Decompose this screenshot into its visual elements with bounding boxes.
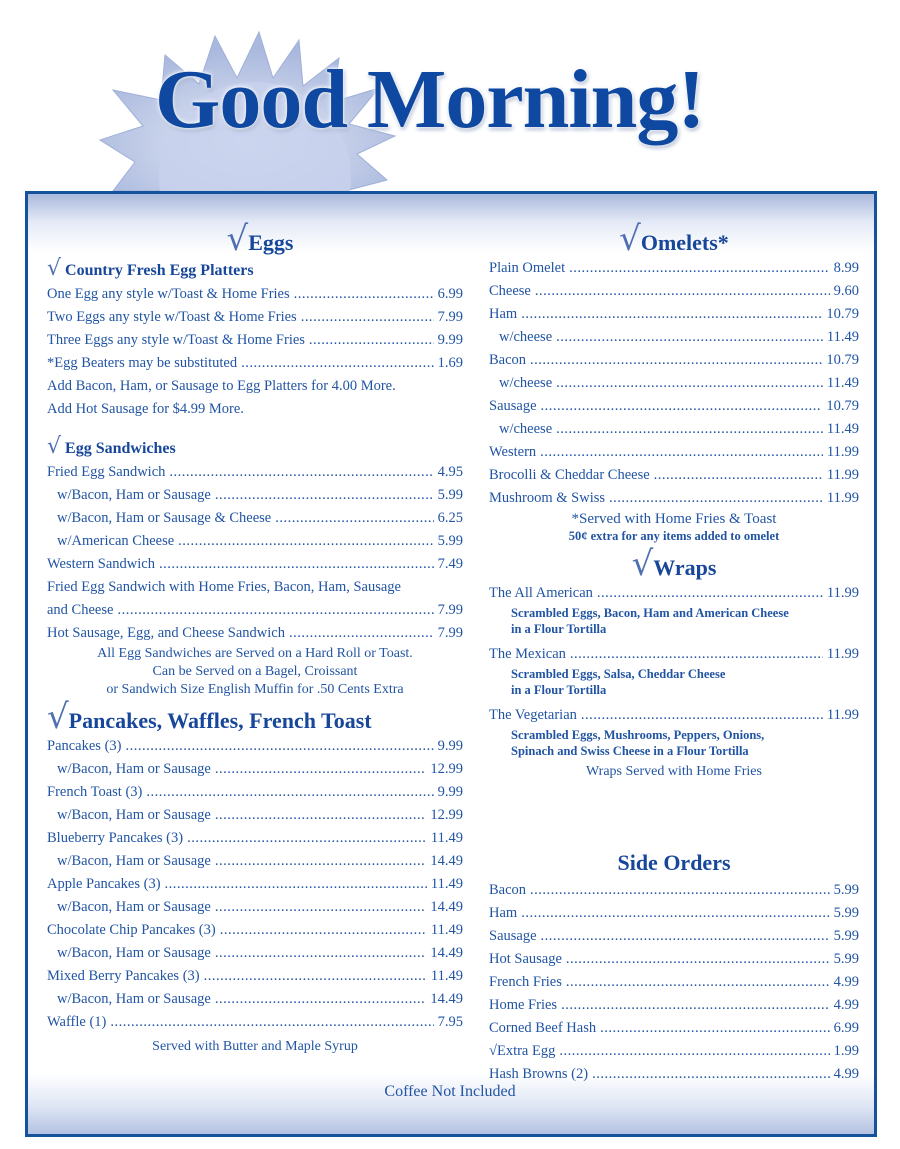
- leader-dots: [215, 484, 434, 507]
- item-price: 11.49: [430, 968, 463, 984]
- item-name: Three Eggs any style w/Toast & Home Fries: [47, 332, 305, 348]
- menu-item: [47, 329, 463, 352]
- item-price: 11.49: [430, 830, 463, 846]
- item-name: and Cheese: [47, 602, 114, 618]
- menu-item: [489, 418, 859, 441]
- leader-dots: [609, 487, 823, 510]
- check-icon: √: [47, 256, 62, 281]
- item-price: 6.99: [437, 286, 463, 302]
- wraps-note: Wraps Served with Home Fries: [586, 764, 762, 779]
- menu-item: [489, 464, 859, 487]
- platter-note: Add Hot Sausage for $4.99 More.: [47, 401, 244, 417]
- item-price: 11.99: [826, 585, 859, 601]
- leader-dots: [215, 942, 427, 965]
- leader-dots: [241, 352, 434, 375]
- item-name: Sausage: [489, 928, 537, 944]
- section-title-omelets: √Omelets*: [619, 219, 729, 259]
- item-name: w/cheese: [499, 329, 553, 345]
- menu-item: [47, 352, 463, 375]
- omelet-note-small: 50¢ extra for any items added to omelet: [568, 529, 780, 543]
- item-name: w/Bacon, Ham or Sausage & Cheese: [57, 510, 272, 526]
- item-name: Mixed Berry Pancakes (3): [47, 968, 200, 984]
- leader-dots: [169, 461, 433, 484]
- menu-item: [47, 484, 463, 507]
- item-name: w/Bacon, Ham or Sausage: [57, 761, 211, 777]
- item-name: √Extra Egg: [489, 1043, 556, 1059]
- leader-dots: [215, 988, 427, 1011]
- leader-dots: [570, 643, 823, 666]
- item-name: Apple Pancakes (3): [47, 876, 161, 892]
- item-name: The Mexican: [489, 646, 566, 662]
- check-icon: √: [619, 219, 641, 259]
- menu-item: [47, 850, 463, 873]
- section-title-pancakes: √Pancakes, Waffles, French Toast: [47, 697, 372, 737]
- menu-item: [489, 948, 859, 971]
- item-name: Bacon: [489, 882, 527, 898]
- leader-dots: [556, 372, 823, 395]
- menu-item: [47, 306, 463, 329]
- menu-item: [489, 925, 859, 948]
- item-name: Blueberry Pancakes (3): [47, 830, 184, 846]
- item-price: 11.99: [826, 444, 859, 460]
- leader-dots: [556, 326, 823, 349]
- item-name: Chocolate Chip Pancakes (3): [47, 922, 216, 938]
- item-name: One Egg any style w/Toast & Home Fries: [47, 286, 290, 302]
- leader-dots: [215, 896, 427, 919]
- leader-dots: [178, 530, 433, 553]
- section-title-wraps: √Wraps: [631, 544, 717, 584]
- menu-item: [489, 372, 859, 395]
- item-price: 5.99: [437, 487, 463, 503]
- leader-dots: [110, 1011, 433, 1034]
- item-price: 11.49: [826, 329, 859, 345]
- item-price: 1.99: [833, 1043, 859, 1059]
- menu-item: [489, 704, 859, 727]
- item-price: 12.99: [430, 807, 463, 823]
- item-name: The All American: [489, 585, 593, 601]
- item-name: w/Bacon, Ham or Sausage: [57, 807, 211, 823]
- item-name: Hash Browns (2): [489, 1066, 589, 1082]
- item-price: 7.99: [437, 625, 463, 641]
- item-name: w/Bacon, Ham or Sausage: [57, 991, 211, 1007]
- item-name: w/cheese: [499, 421, 553, 437]
- item-price: 5.99: [833, 882, 859, 898]
- item-name: Bacon: [489, 352, 527, 368]
- item-name: Hot Sausage: [489, 951, 562, 967]
- leader-dots: [165, 873, 427, 896]
- menu-item: [47, 1011, 463, 1034]
- item-name: w/cheese: [499, 375, 553, 391]
- item-name: Two Eggs any style w/Toast & Home Fries: [47, 309, 297, 325]
- leader-dots: [540, 441, 823, 464]
- item-price: 5.99: [437, 533, 463, 549]
- item-name: w/Bacon, Ham or Sausage: [57, 945, 211, 961]
- leader-dots: [541, 395, 823, 418]
- menu-item: [489, 487, 859, 510]
- leader-dots: [204, 965, 427, 988]
- item-name: w/Bacon, Ham or Sausage: [57, 899, 211, 915]
- leader-dots: [561, 994, 830, 1017]
- menu-item: [489, 1017, 859, 1040]
- item-name: Home Fries: [489, 997, 558, 1013]
- check-icon: √: [631, 544, 654, 584]
- item-name: Ham: [489, 905, 518, 921]
- item-price: 11.49: [826, 375, 859, 391]
- wrap-description: in a Flour Tortilla: [511, 622, 607, 636]
- wrap-description: Scrambled Eggs, Bacon, Ham and American Cheese: [511, 606, 789, 620]
- menu-item: [489, 994, 859, 1017]
- item-name: Fried Egg Sandwich: [47, 464, 166, 480]
- page-title: Good Morning!: [155, 53, 705, 146]
- item-price: 7.49: [437, 556, 463, 572]
- menu-item: [47, 507, 463, 530]
- menu-item: [489, 441, 859, 464]
- item-price: 7.95: [437, 1014, 463, 1030]
- item-price: 6.25: [437, 510, 463, 526]
- leader-dots: [654, 464, 823, 487]
- item-name: Pancakes (3): [47, 738, 122, 754]
- menu-item: [47, 599, 463, 622]
- item-price: 11.99: [826, 467, 859, 483]
- leader-dots: [117, 599, 433, 622]
- item-name: Western: [489, 444, 537, 460]
- item-name: The Vegetarian: [489, 707, 577, 723]
- leader-dots: [309, 329, 434, 352]
- leader-dots: [566, 971, 830, 994]
- leader-dots: [146, 781, 433, 804]
- item-name: Ham: [489, 306, 518, 322]
- item-price: 11.99: [826, 646, 859, 662]
- item-name: w/Bacon, Ham or Sausage: [57, 853, 211, 869]
- leader-dots: [559, 1040, 829, 1063]
- item-name: Mushroom & Swiss: [489, 490, 606, 506]
- menu-item: [489, 395, 859, 418]
- item-price: 7.99: [437, 309, 463, 325]
- menu-item: [47, 622, 463, 645]
- item-price: 11.49: [430, 876, 463, 892]
- menu-item: [489, 971, 859, 994]
- subsection-title-egg-sandwiches: √ Egg Sandwiches: [47, 434, 176, 459]
- item-price: 5.99: [833, 905, 859, 921]
- leader-dots: [530, 879, 830, 902]
- leader-dots: [215, 850, 427, 873]
- wrap-description: Spinach and Swiss Cheese in a Flour Tortilla: [511, 744, 749, 758]
- menu-item: [47, 735, 463, 758]
- leader-dots: [530, 349, 822, 372]
- leader-dots: [294, 283, 434, 306]
- item-price: 4.99: [833, 997, 859, 1013]
- menu-item: [47, 896, 463, 919]
- item-price: 9.99: [437, 784, 463, 800]
- leader-dots: [301, 306, 434, 329]
- menu-item: [47, 988, 463, 1011]
- item-price: 9.99: [437, 332, 463, 348]
- leader-dots: [556, 418, 823, 441]
- wrap-description: in a Flour Tortilla: [511, 683, 607, 697]
- right-column: [489, 219, 859, 1086]
- pancake-note: Served with Butter and Maple Syrup: [152, 1039, 358, 1054]
- item-name: *Egg Beaters may be substituted: [47, 355, 238, 371]
- leader-dots: [215, 758, 427, 781]
- menu-item: [47, 530, 463, 553]
- combo-line: Fried Egg Sandwich with Home Fries, Bacon, Ham, Sausage: [47, 579, 401, 595]
- leader-dots: [521, 303, 822, 326]
- coffee-note: Coffee Not Included: [384, 1083, 516, 1100]
- item-name: Cheese: [489, 283, 531, 299]
- leader-dots: [581, 704, 823, 727]
- menu-item: [47, 804, 463, 827]
- leader-dots: [521, 902, 829, 925]
- item-price: 11.49: [826, 421, 859, 437]
- leader-dots: [566, 948, 830, 971]
- leader-dots: [187, 827, 427, 850]
- menu-item: [489, 1040, 859, 1063]
- omelet-note: *Served with Home Fries & Toast: [571, 511, 777, 527]
- item-price: 14.49: [430, 991, 463, 1007]
- item-price: 5.99: [833, 928, 859, 944]
- wrap-description: Scrambled Eggs, Mushrooms, Peppers, Onions,: [511, 728, 765, 742]
- leader-dots: [215, 804, 427, 827]
- menu-item: [47, 461, 463, 484]
- leader-dots: [125, 735, 433, 758]
- item-price: 14.49: [430, 899, 463, 915]
- menu-item: [47, 553, 463, 576]
- subsection-title-egg-platters: √ Country Fresh Egg Platters: [47, 256, 254, 281]
- item-name: Hot Sausage, Egg, and Cheese Sandwich: [47, 625, 285, 641]
- item-price: 10.79: [826, 306, 859, 322]
- leader-dots: [569, 257, 830, 280]
- leader-dots: [597, 582, 823, 605]
- item-price: 14.49: [430, 945, 463, 961]
- item-price: 10.79: [826, 398, 859, 414]
- item-price: 4.99: [833, 1066, 859, 1082]
- menu-item: [47, 781, 463, 804]
- item-name: Waffle (1): [47, 1014, 107, 1030]
- leader-dots: [220, 919, 427, 942]
- item-name: French Toast (3): [47, 784, 143, 800]
- item-price: 5.99: [833, 951, 859, 967]
- item-price: 8.99: [833, 260, 859, 276]
- section-title-eggs: √Eggs: [226, 219, 294, 259]
- item-name: Sausage: [489, 398, 537, 414]
- leader-dots: [275, 507, 433, 530]
- item-price: 6.99: [833, 1020, 859, 1036]
- item-name: Brocolli & Cheddar Cheese: [489, 467, 650, 483]
- menu-item: [47, 919, 463, 942]
- menu-item: [47, 942, 463, 965]
- section-title-side-orders: Side Orders: [617, 850, 731, 875]
- menu-item: [489, 326, 859, 349]
- menu-item: [489, 582, 859, 605]
- sandwich-note: All Egg Sandwiches are Served on a Hard Roll or Toast.: [97, 646, 413, 661]
- item-name: w/Bacon, Ham or Sausage: [57, 487, 211, 503]
- menu-item: [489, 257, 859, 280]
- item-price: 9.99: [437, 738, 463, 754]
- leader-dots: [600, 1017, 830, 1040]
- item-price: 11.99: [826, 707, 859, 723]
- menu-item: [489, 303, 859, 326]
- item-name: Western Sandwich: [47, 556, 155, 572]
- item-price: 1.69: [437, 355, 463, 371]
- left-column: [47, 219, 463, 1056]
- item-price: 10.79: [826, 352, 859, 368]
- item-price: 4.95: [437, 464, 463, 480]
- menu-item: [489, 902, 859, 925]
- check-icon: √: [226, 219, 249, 259]
- menu-item: [47, 965, 463, 988]
- menu-item: [489, 879, 859, 902]
- item-price: 9.60: [833, 283, 859, 299]
- platter-note: Add Bacon, Ham, or Sausage to Egg Platters for 4.00 More.: [47, 378, 396, 394]
- menu-item: [489, 349, 859, 372]
- sandwich-note: or Sandwich Size English Muffin for .50 Cents Extra: [106, 682, 404, 697]
- item-name: Corned Beef Hash: [489, 1020, 597, 1036]
- menu-item: [47, 827, 463, 850]
- menu-item: [489, 643, 859, 666]
- sandwich-note: Can be Served on a Bagel, Croissant: [152, 664, 358, 679]
- menu-item: [47, 758, 463, 781]
- menu-item: [47, 283, 463, 306]
- item-price: 11.49: [430, 922, 463, 938]
- item-name: w/American Cheese: [57, 533, 175, 549]
- check-icon: √: [47, 434, 62, 459]
- wrap-description: Scrambled Eggs, Salsa, Cheddar Cheese: [511, 667, 726, 681]
- leader-dots: [289, 622, 434, 645]
- leader-dots: [535, 280, 830, 303]
- item-price: 14.49: [430, 853, 463, 869]
- leader-dots: [541, 925, 830, 948]
- item-name: Plain Omelet: [489, 260, 566, 276]
- item-price: 11.99: [826, 490, 859, 506]
- menu-item: [47, 873, 463, 896]
- item-name: French Fries: [489, 974, 562, 990]
- item-price: 4.99: [833, 974, 859, 990]
- item-price: 12.99: [430, 761, 463, 777]
- menu-item: [489, 280, 859, 303]
- leader-dots: [159, 553, 434, 576]
- check-icon: √: [47, 697, 69, 737]
- item-price: 7.99: [437, 602, 463, 618]
